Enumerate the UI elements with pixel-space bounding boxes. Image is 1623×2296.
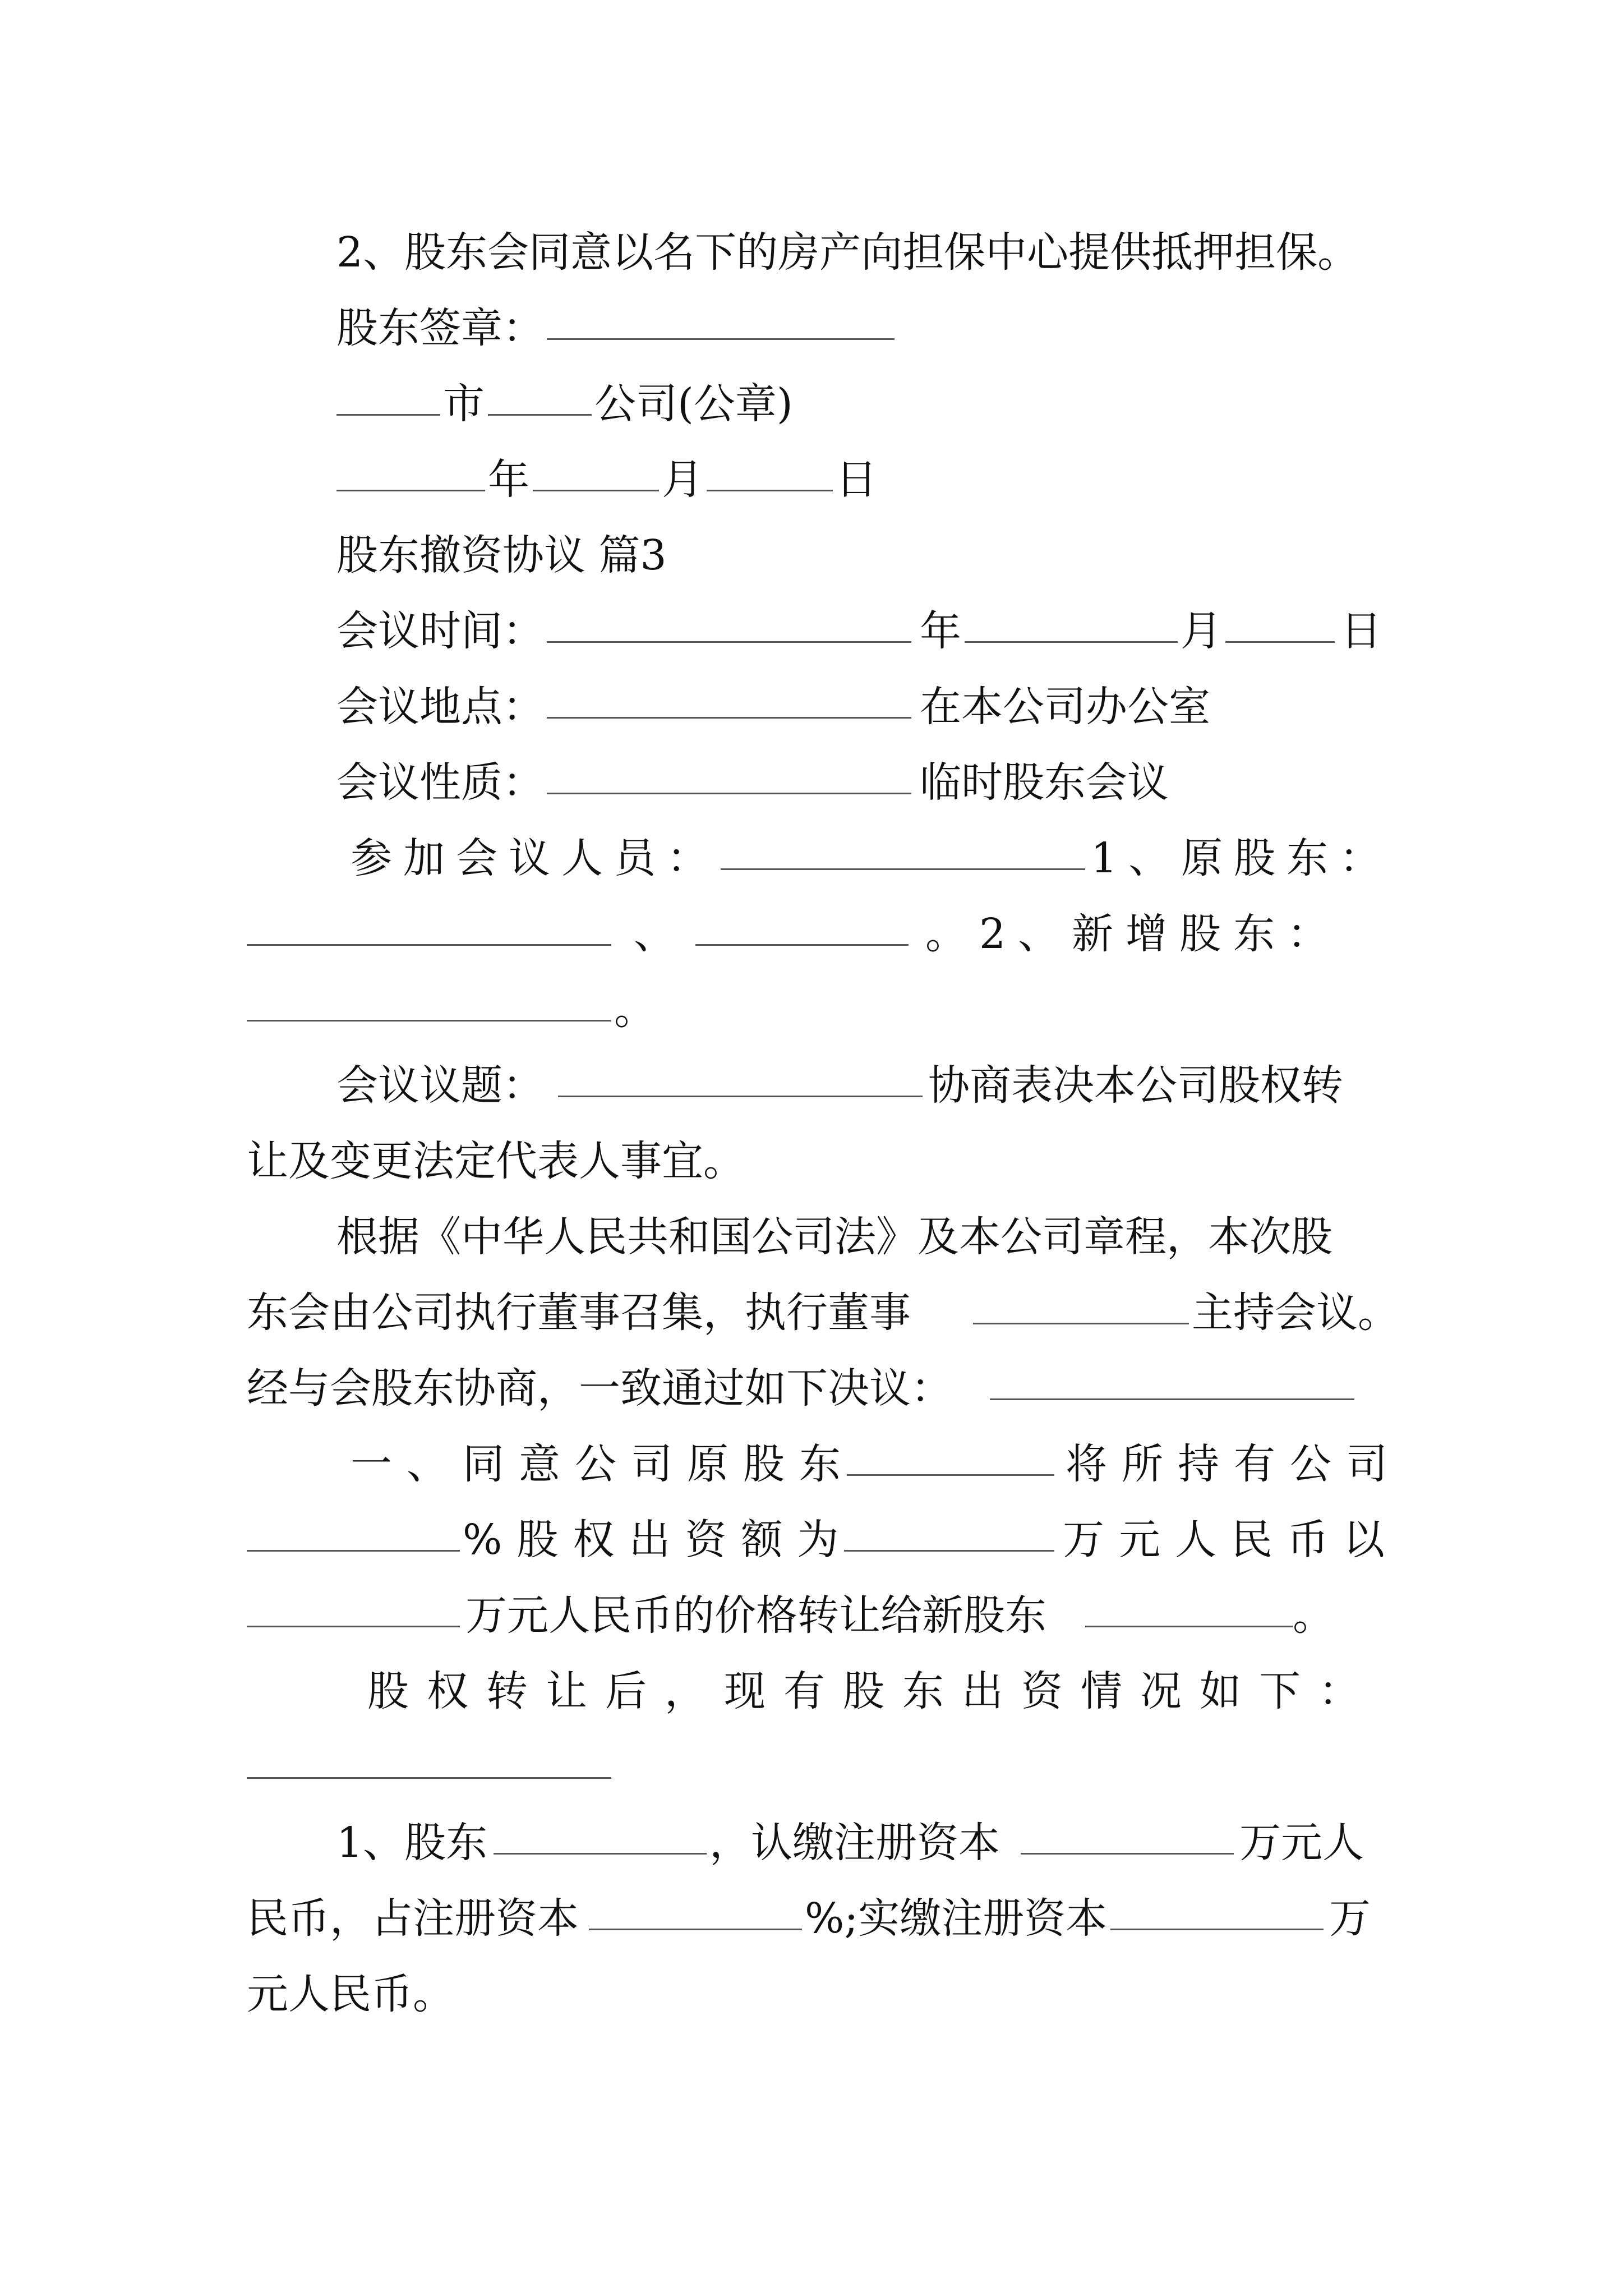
topic-blank [558, 1096, 923, 1097]
paragraph-line [0, 224, 1623, 280]
meeting-nature-line [0, 754, 1623, 811]
year-label: 年 [920, 607, 961, 655]
new-shareholder-blank [247, 1020, 611, 1022]
topic-line-1 [0, 1057, 1623, 1114]
nature-blank [547, 793, 911, 794]
text: 万元人 [1239, 1819, 1364, 1867]
meeting-time-line [0, 603, 1623, 659]
text: 主持会议。 [1192, 1289, 1399, 1337]
text: 协商表决本公司股权转 [928, 1061, 1343, 1110]
capital-percent-blank [589, 1929, 802, 1930]
time-blank-3 [1225, 641, 1335, 643]
place-blank [547, 717, 911, 719]
basis-line-2 [0, 1285, 1623, 1341]
period: 。 [1293, 1591, 1334, 1640]
time-blank-1 [547, 641, 911, 643]
text: 东会由公司执行董事召集，执行董事 [247, 1289, 911, 1337]
text: 万 [1329, 1894, 1371, 1943]
percent-blank [247, 1550, 460, 1552]
resolution-line-1 [0, 1436, 1623, 1492]
attendees-line-2 [0, 906, 1623, 962]
basis-line-3 [0, 1360, 1623, 1416]
shareholder-name-blank [494, 1853, 707, 1855]
text: 一、同意公司原股东 [351, 1440, 855, 1488]
label: 会议时间： [336, 607, 544, 655]
after-transfer-blank [247, 1777, 611, 1779]
shareholder-1-line-2 [0, 1890, 1623, 1947]
price-blank [247, 1626, 460, 1627]
orig-shareholder-name-blank [847, 1474, 1054, 1476]
new-shareholder-label: 。2、新增股东： [925, 910, 1341, 958]
after-transfer-line [0, 1663, 1623, 1719]
after-transfer-blank-line [0, 1739, 1623, 1795]
orig-shareholder-blank-1 [247, 944, 611, 946]
date-line [0, 452, 1623, 508]
text: 让及变更法定代表人事宜。 [247, 1137, 745, 1185]
new-shareholder-name-blank [1085, 1626, 1293, 1627]
label: 参加会议人员： [351, 834, 720, 882]
company-blank [488, 414, 592, 416]
attendees-line-1 [0, 830, 1623, 886]
text: %股权出资额为 [463, 1516, 854, 1564]
resolution-line-2 [0, 1512, 1623, 1568]
director-blank [973, 1323, 1189, 1324]
label: 股东签章： [336, 304, 544, 352]
basis-line-1 [0, 1209, 1623, 1265]
shareholder-1-line-3 [0, 1966, 1623, 2022]
signature-blank [547, 338, 895, 340]
topic-line-2 [0, 1133, 1623, 1189]
label: 会议性质： [336, 758, 544, 807]
company-label: 公司(公章) [594, 380, 793, 428]
text: 股权转让后，现有股东出资情况如下： [367, 1667, 1378, 1715]
text: 根据《中华人民共和国公司法》及本公司章程，本次股 [336, 1213, 1332, 1261]
text: 民币，占注册资本 [247, 1894, 579, 1943]
amount-blank [844, 1550, 1054, 1552]
day-blank [707, 490, 833, 491]
year-label: 年 [488, 455, 529, 504]
separator: 、 [634, 910, 675, 958]
attendees-line-3 [0, 982, 1623, 1038]
month-label: 月 [1181, 607, 1222, 655]
resolution-blank [990, 1398, 1354, 1400]
label: 会议地点： [336, 683, 544, 731]
subscribed-capital-blank [1021, 1853, 1234, 1855]
text: 2、股东会同意以名下的房产向担保中心提供抵押担保。 [336, 228, 1359, 277]
resolution-line-3 [0, 1588, 1623, 1644]
time-blank-2 [965, 641, 1178, 643]
value: 临时股东会议 [920, 758, 1169, 807]
city-label: 市 [443, 380, 485, 428]
paid-capital-blank [1110, 1929, 1324, 1930]
day-label: 日 [1340, 607, 1382, 655]
month-label: 月 [662, 455, 703, 504]
text: 元人民币。 [247, 1970, 454, 2018]
day-label: 日 [836, 455, 877, 504]
shareholder-signature-line [0, 300, 1623, 356]
period: 。 [614, 986, 656, 1034]
value: 在本公司办公室 [920, 683, 1210, 731]
text: ，认缴注册资本 [709, 1819, 1000, 1867]
section-title [0, 527, 1623, 583]
month-blank [533, 490, 659, 491]
company-seal-line [0, 376, 1623, 432]
text: 经与会股东协商，一致通过如下决议： [247, 1364, 952, 1412]
year-blank [336, 490, 485, 491]
title-text: 股东撤资协议 篇3 [336, 531, 667, 579]
city-blank [336, 414, 440, 416]
meeting-place-line [0, 679, 1623, 735]
text: %;实缴注册资本 [805, 1894, 1108, 1943]
shareholder-1-line-1 [0, 1815, 1623, 1871]
text: 万元人民币以 [1063, 1516, 1399, 1564]
attendees-blank [721, 868, 1085, 870]
text: 1、股东 [336, 1819, 488, 1867]
orig-shareholder-blank-2 [695, 944, 909, 946]
text: 将所持有公司 [1066, 1440, 1402, 1488]
label: 会议议题： [336, 1061, 544, 1110]
text: 万元人民币的价格转让给新股东 [465, 1591, 1046, 1640]
orig-shareholder-label: 1、原股东： [1091, 834, 1393, 882]
